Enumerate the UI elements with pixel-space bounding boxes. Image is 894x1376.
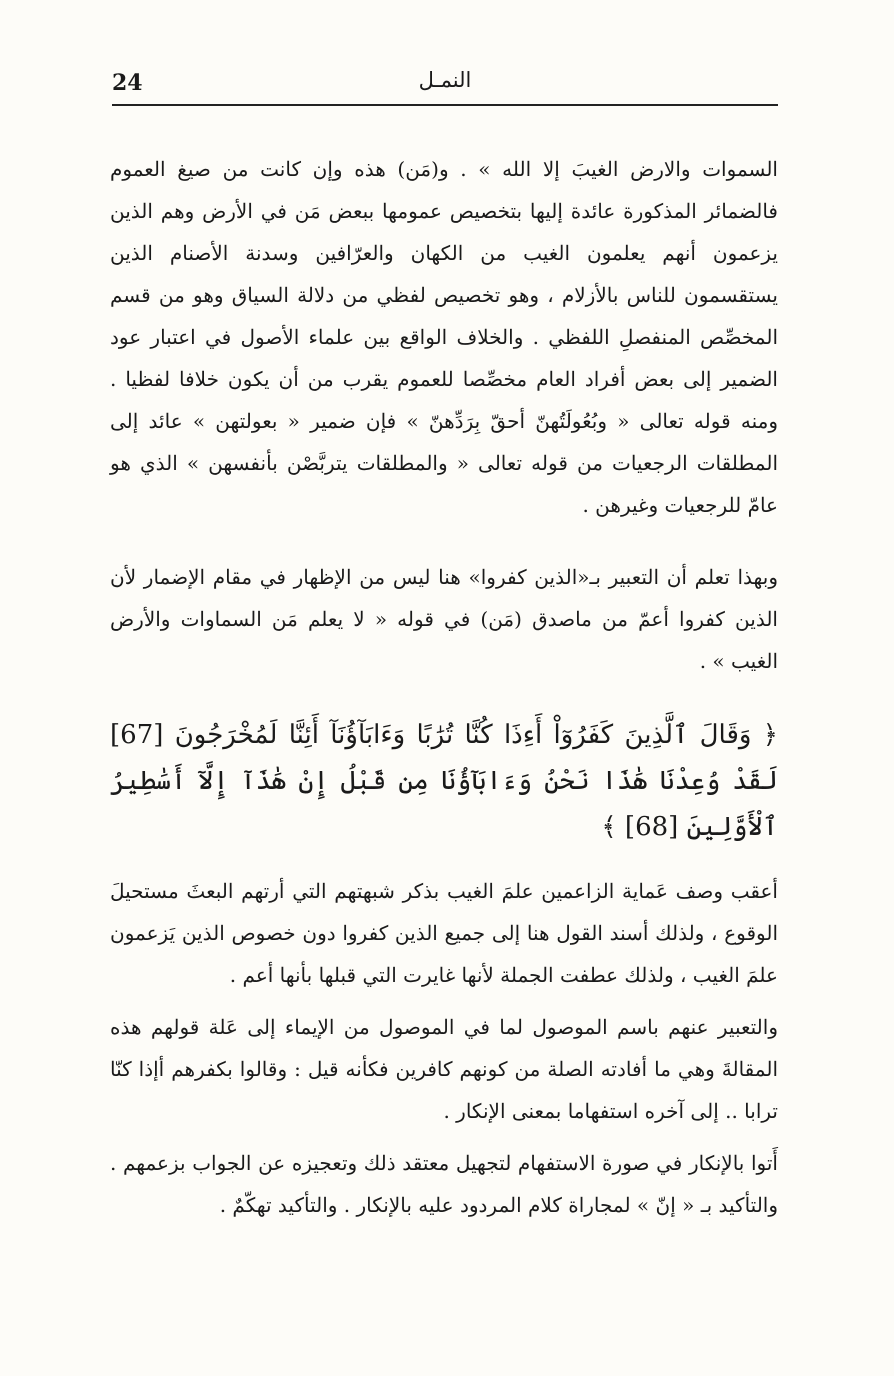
paragraph-spacer	[110, 996, 778, 1006]
paragraph-commentary-1: السموات والارض الغيبَ إلا الله » . و(مَن) هذه وإن كانت من صيغ العموم فالضمائر المذكورة عائدة إليها بتخصيص عمومها ببعض مَن في الأرض وهم الذين يزعمون أنهم يعلمون الغيب من الكهان والعرّافين وسدنة الأصنام الذين يستقسمون للناس بالأزلام ، وهو تخصيص لفظي من دلالة السياق وهو من قسم المخصِّص المنفصلِ اللفظي . والخلاف الواقع بين علماء الأصول في اعتبار عود الضمير إلى بعض أفراد العام مخصِّصا للعموم يقرب من أن يكون خلافا لفظيا . ومنه قوله تعالى « وبُعُولَتُهنّ أحقّ بِرَدِّهنّ » فإن ضمير « بعولتهن » عائد إلى المطلقات الرجعيات من قوله تعالى « والمطلقات يتربَّصْن بأنفسهن » الذي هو عامّ للرجعيات وغيرهن .	[110, 157, 778, 517]
page-number: 24	[112, 70, 143, 96]
paragraph-spacer	[110, 1132, 778, 1142]
paragraph-spacer	[110, 526, 778, 556]
chapter-title: النمـل	[418, 68, 472, 92]
paragraph-spacer	[110, 682, 778, 712]
page-header	[112, 60, 778, 100]
page-body	[110, 148, 778, 1226]
header-divider	[112, 104, 778, 106]
paragraph-spacer	[110, 850, 778, 870]
paragraph-commentary-5: أَتوا بالإنكار في صورة الاستفهام لتجهيل معتقد ذلك وتعجيزه عن الجواب بزعمهم . والتأكيد بـ « إنّ » لمجاراة كلام المردود عليه بالإنكار . والتأكيد تهكّمٌ .	[110, 1151, 778, 1217]
quran-verse: ﴿ وَقَالَ ٱلَّذِينَ كَفَرُوٓاْ أَءِذَا كُنَّا تُرَٰبًا وَءَابَآؤُنَآ أَئِنَّا لَمُخْرَجُونَ [67] لَقَدْ وُعِدْنَا هَٰذَا نَحْنُ وَءَابَآؤُنَا مِن قَبْلُ إِنْ هَٰذَآ إِلَّآ أَسَٰطِيرُ ٱلْأَوَّلِينَ [68] ﴾	[110, 720, 778, 842]
paragraph-commentary-2: وبهذا تعلم أن التعبير بـ«الذين كفروا» هنا ليس من الإظهار في مقام الإضمار لأن الذين كفروا أعمّ من ماصدق (مَن) في قوله « لا يعلم مَن السماوات والأرض الغيب » .	[110, 565, 778, 673]
paragraph-commentary-3: أعقب وصف عَماية الزاعمين علمَ الغيب بذكر شبهتهم التي أرتهم البعثَ مستحيلَ الوقوع ، ولذلك أسند القول هنا إلى جميع الذين كفروا دون خصوص الذين يَزعمون علمَ الغيب ، ولذلك عطفت الجملة لأنها غايرت التي قبلها بأنها أعم .	[110, 879, 778, 987]
paragraph-commentary-4: والتعبير عنهم باسم الموصول لما في الموصول من الإيماء إلى عَلة قولهم هذه المقالةَ وهي ما أفادته الصلة من كونهم كافرين فكأنه قيل : وقالوا بكفرهم أإذا كنّا ترابا .. إلى آخره استفهاما بمعنى الإنكار .	[110, 1015, 778, 1123]
